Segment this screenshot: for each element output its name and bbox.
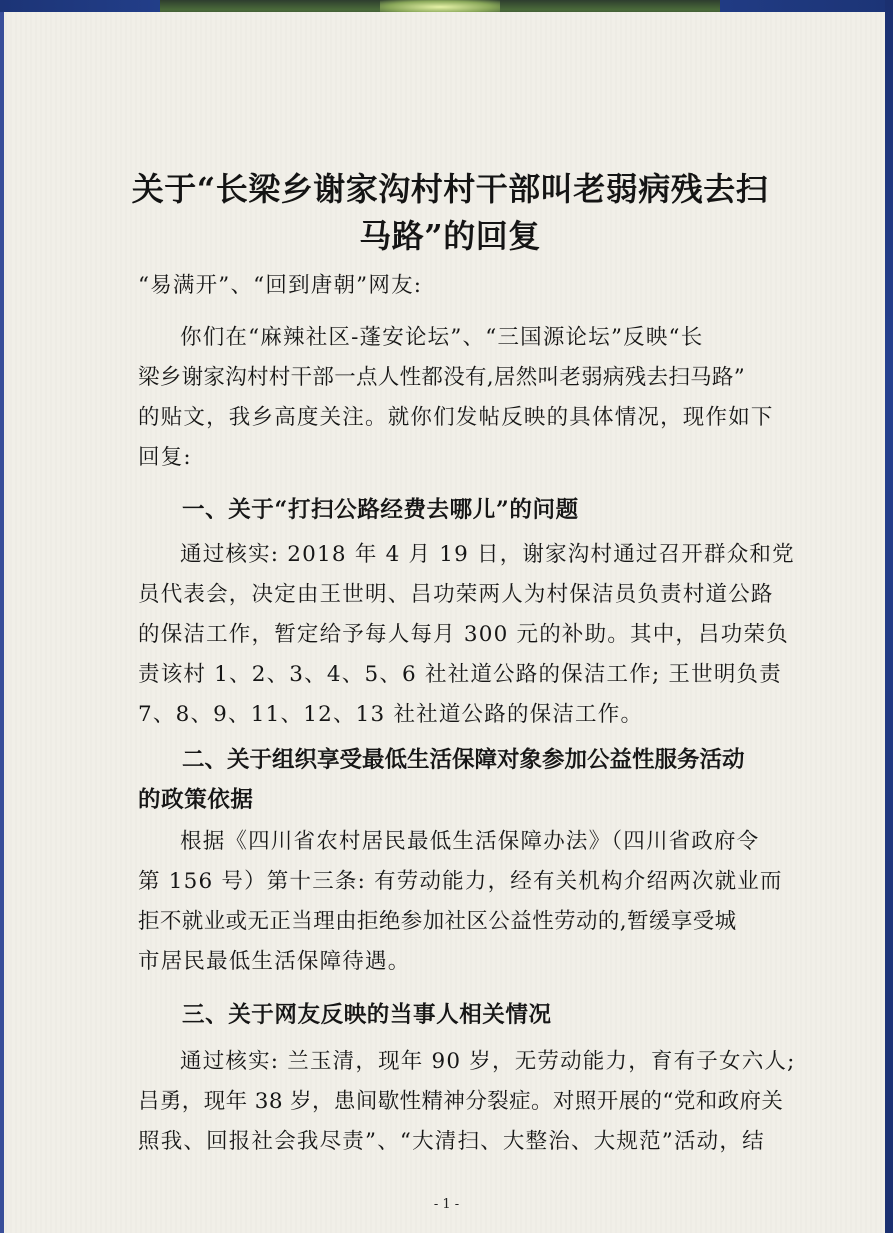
section-1-line: 责该村 1、2、3、4、5、6 社社道公路的保洁工作; 王世明负责 — [138, 662, 782, 687]
section-3-line: 吕勇，现年 38 岁，患间歇性精神分裂症。对照开展的“党和政府关 — [138, 1089, 784, 1114]
section-2-heading-line-2: 的政策依据 — [138, 787, 254, 813]
section-3-body — [138, 1042, 798, 1162]
section-2 — [138, 740, 798, 820]
section-1-heading: 一、关于“打扫公路经费去哪儿”的问题 — [182, 497, 579, 523]
scanner-right-edge — [885, 0, 893, 1233]
title-line-1: 关于“长梁乡谢家沟村村干部叫老弱病残去扫 — [131, 170, 769, 208]
salutation-block — [138, 266, 798, 306]
section-3-heading: 三、关于网友反映的当事人相关情况 — [182, 1002, 552, 1028]
intro-line: 回复: — [138, 445, 192, 470]
salutation: “易满开”、“回到唐朝”网友: — [138, 273, 423, 298]
document-title — [110, 166, 790, 260]
section-2-heading-line-1: 二、关于组织享受最低生活保障对象参加公益性服务活动 — [182, 747, 745, 773]
title-line-2: 马路”的回复 — [359, 217, 541, 255]
section-1-line: 员代表会，决定由王世明、吕功荣两人为村保洁员负责村道公路 — [138, 582, 774, 607]
section-2-line: 第 156 号）第十三条: 有劳动能力，经有关机构介绍两次就业而 — [138, 869, 783, 894]
section-3-line: 照我、回报社会我尽责”、“大清扫、大整治、大规范”活动，结 — [138, 1129, 765, 1154]
section-1-body — [138, 535, 798, 735]
intro-line: 梁乡谢家沟村村干部一点人性都没有,居然叫老弱病残去扫马路” — [138, 365, 746, 390]
intro-line: 你们在“麻辣社区-蓬安论坛”、“三国源论坛”反映“长 — [180, 325, 704, 350]
intro-paragraph — [138, 318, 798, 478]
section-2-line: 根据《四川省农村居民最低生活保障办法》（四川省政府令 — [180, 829, 760, 854]
section-1-line: 通过核实: 2018 年 4 月 19 日，谢家沟村通过召开群众和党 — [180, 542, 795, 567]
section-3-line: 通过核实: 兰玉清，现年 90 岁，无劳动能力，育有子女六人; — [180, 1049, 796, 1074]
section-1 — [138, 490, 798, 530]
section-2-line: 市居民最低生活保障待遇。 — [138, 949, 411, 974]
section-2-body — [138, 822, 798, 982]
scanner-left-edge — [0, 12, 4, 1233]
intro-line: 的贴文，我乡高度关注。就你们发帖反映的具体情况，现作如下 — [138, 405, 774, 430]
section-3 — [138, 995, 798, 1035]
page-number: - 1 - — [433, 1197, 460, 1212]
section-1-line: 7、8、9、11、12、13 社社道公路的保洁工作。 — [138, 702, 644, 727]
section-2-line: 拒不就业或无正当理由拒绝参加社区公益性劳动的,暂缓享受城 — [138, 909, 737, 934]
section-1-line: 的保洁工作，暂定给予每人每月 300 元的补助。其中，吕功荣负 — [138, 622, 789, 647]
